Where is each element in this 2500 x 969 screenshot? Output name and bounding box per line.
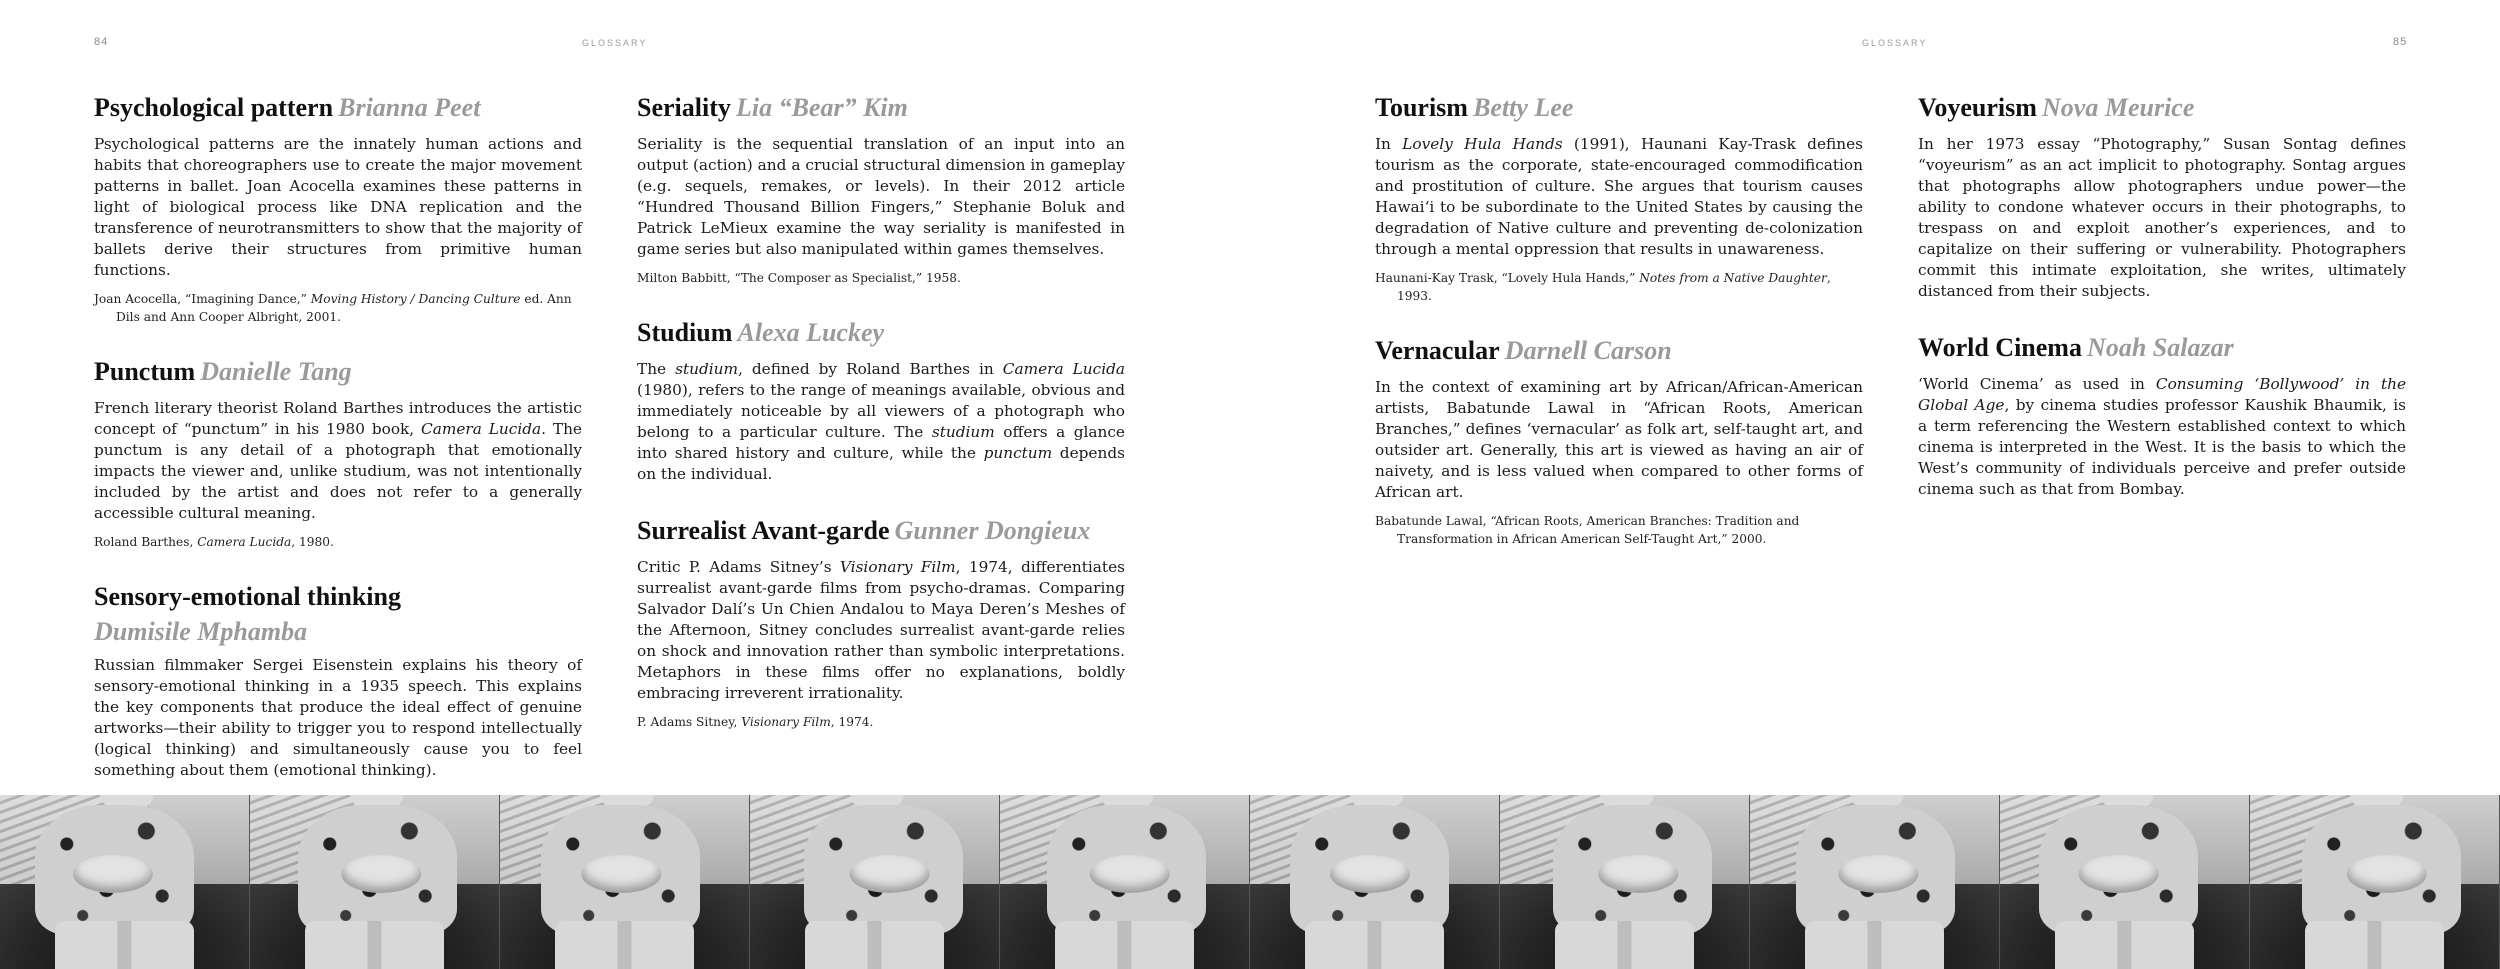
entry-body: Critic P. Adams Sitney’s Visionary Film, 1974, differentiates surrealist avant-garde films from psycho-dramas. Comparing Salvador Dalí’s Un Chien Andalou to Maya Deren’s Meshes of the Afternoon, Sitney concludes surrealist avant-garde relies on shock and innovation rather than symbolic interpretations. Metaphors in these films offer no explanations, boldly embracing irreverent irrationality. [637, 558, 1125, 702]
entry-studium [637, 317, 1125, 485]
photo-frame [1250, 795, 1500, 969]
entry-heading [94, 581, 582, 648]
entry-body: In her 1973 essay “Photography,” Susan Sontag defines “voyeurism” as an act implicit to photography. Sontag argues that photographs allow photographers undue power—the ability to condone whatever occurs in their photographs, to trespass on and exploit another’s experiences, and to capitalize on their suffering or vulnerability. Photographers commit this intimate exploitation, she writes, ultimately distanced from their subjects. [1918, 135, 2406, 300]
entry-citation: P. Adams Sitney, Visionary Film, 1974. [637, 715, 874, 729]
entry-body: In the context of examining art by African/African-American artists, Babatunde Lawal in “African Roots, American Branches,” defines ‘vernacular’ as folk art, self-taught art, and outsider art. Generally, this art is viewed as having an air of naivety, and is less valued when compared to other forms of African art. [1375, 378, 1863, 501]
entry-term: Vernacular [1375, 336, 1500, 365]
page-number-left: 84 [94, 36, 109, 48]
photo-frame [1500, 795, 1750, 969]
entry-author: Nova Meurice [2042, 93, 2195, 122]
entry-heading [1918, 92, 2406, 127]
page-number-right: 85 [2393, 36, 2408, 48]
photo-strip [0, 795, 2500, 969]
entry-body: Psychological patterns are the innately human actions and habits that choreographers use to create the major movement patterns in ballet. Joan Acocella examines these patterns in light of biological process like DNA replication and the transference of neurotransmitters to show that the majority of ballets derive their structures from primitive human functions. [94, 135, 582, 279]
entry-citation: Babatunde Lawal, “African Roots, American Branches: Tradition and Transformation in African American Self-Taught Art,” 2000. [1375, 514, 1800, 546]
entry-term: Tourism [1375, 93, 1468, 122]
entry-heading [1918, 332, 2406, 367]
entry-vernacular [1375, 335, 1863, 548]
entry-citation: Haunani-Kay Trask, “Lovely Hula Hands,” Notes from a Native Daughter, 1993. [1375, 271, 1831, 303]
photo-frame [500, 795, 750, 969]
entry-psychological-pattern [94, 92, 582, 326]
photo-frame [250, 795, 500, 969]
photo-frame [2000, 795, 2250, 969]
entry-term: Surrealist Avant-garde [637, 516, 890, 545]
entry-heading [637, 515, 1125, 550]
entry-term: World Cinema [1918, 333, 2082, 362]
photo-frame [1000, 795, 1250, 969]
entry-surrealist-avant-garde [637, 515, 1125, 731]
entry-voyeurism [1918, 92, 2406, 302]
photo-frame [0, 795, 250, 969]
entry-author: Alexa Luckey [737, 318, 885, 347]
entry-term: Punctum [94, 357, 196, 386]
entry-world-cinema [1918, 332, 2406, 500]
entry-term: Seriality [637, 93, 731, 122]
right-column-1 [1375, 92, 1863, 578]
right-column-2 [1918, 92, 2406, 530]
entry-citation: Roland Barthes, Camera Lucida, 1980. [94, 535, 334, 549]
left-column-1 [94, 92, 582, 811]
entry-author: Brianna Peet [338, 93, 481, 122]
entry-heading [637, 92, 1125, 127]
entry-punctum [94, 356, 582, 551]
running-head-right: GLOSSARY [1862, 38, 1928, 48]
entry-heading [1375, 92, 1863, 127]
left-column-2 [637, 92, 1125, 761]
entry-author: Dumisile Mphamba [94, 617, 308, 646]
entry-seriality [637, 92, 1125, 287]
entry-body: French literary theorist Roland Barthes introduces the artistic concept of “punctum” in his 1980 book, Camera Lucida. The punctum is any detail of a photograph that emotionally impacts the viewer and, unlike studium, was not intentionally included by the artist and does not refer to a generally accessible cultural meaning. [94, 399, 582, 522]
entry-heading [94, 92, 582, 127]
entry-tourism [1375, 92, 1863, 305]
photo-frame [2250, 795, 2500, 969]
entry-author: Lia “Bear” Kim [735, 93, 908, 122]
entry-body: The studium, defined by Roland Barthes in Camera Lucida (1980), refers to the range of meanings available, obvious and immediately noticeable by all viewers of a photograph who belong to a particular culture. The studium offers a glance into shared history and culture, while the punctum depends on the individual. [637, 360, 1125, 483]
entry-author: Gunner Dongieux [894, 516, 1091, 545]
photo-frame [750, 795, 1000, 969]
entry-term: Psychological pattern [94, 93, 334, 122]
entry-citation: Milton Babbitt, “The Composer as Specialist,” 1958. [637, 271, 961, 285]
entry-citation: Joan Acocella, “Imagining Dance,” Moving History / Dancing Culture ed. Ann Dils and Ann Cooper Albright, 2001. [94, 292, 572, 324]
entry-term: Studium [637, 318, 733, 347]
photo-frame [1750, 795, 2000, 969]
running-head-left: GLOSSARY [582, 38, 648, 48]
entry-author: Betty Lee [1473, 93, 1574, 122]
entry-term: Sensory-emotional thinking [94, 582, 401, 611]
entry-heading [1375, 335, 1863, 370]
entry-heading [94, 356, 582, 391]
left-page [0, 0, 1250, 795]
right-page [1250, 0, 2500, 795]
entry-body: In Lovely Hula Hands (1991), Haunani Kay-Trask defines tourism as the corporate, state-encouraged commodification and prostitution of culture. She argues that tourism causes Hawai‘i to be subordinate to the United States by causing the degradation of Native culture and preventing de-colonization through a mental oppression that results in unawareness. [1375, 135, 1863, 258]
entry-body: Russian filmmaker Sergei Eisenstein explains his theory of sensory-emotional thinking in a 1935 speech. This explains the key components that produce the ideal effect of genuine artworks—their ability to trigger you to respond intellectually (logical thinking) and simultaneously cause you to feel something about them (emotional thinking). [94, 656, 582, 779]
entry-body: Seriality is the sequential translation of an input into an output (action) and a crucial structural dimension in gameplay (e.g. sequels, remakes, or levels). In their 2012 article “Hundred Thousand Billion Fingers,” Stephanie Boluk and Patrick LeMieux examine the way seriality is manifested in game series but also manipulated within games themselves. [637, 135, 1125, 258]
entry-term: Voyeurism [1918, 93, 2037, 122]
entry-author: Noah Salazar [2087, 333, 2234, 362]
entry-sensory-emotional-thinking [94, 581, 582, 781]
entry-body: ‘World Cinema’ as used in Consuming ‘Bollywood’ in the Global Age, by cinema studies professor Kaushik Bhaumik, is a term referencing the Western established context to which cinema is interpreted in the West. It is the basis to which the West’s community of individuals perceive and prefer outside cinema such as that from Bombay. [1918, 375, 2406, 498]
entry-heading [637, 317, 1125, 352]
entry-author: Danielle Tang [200, 357, 352, 386]
entry-author: Darnell Carson [1504, 336, 1672, 365]
